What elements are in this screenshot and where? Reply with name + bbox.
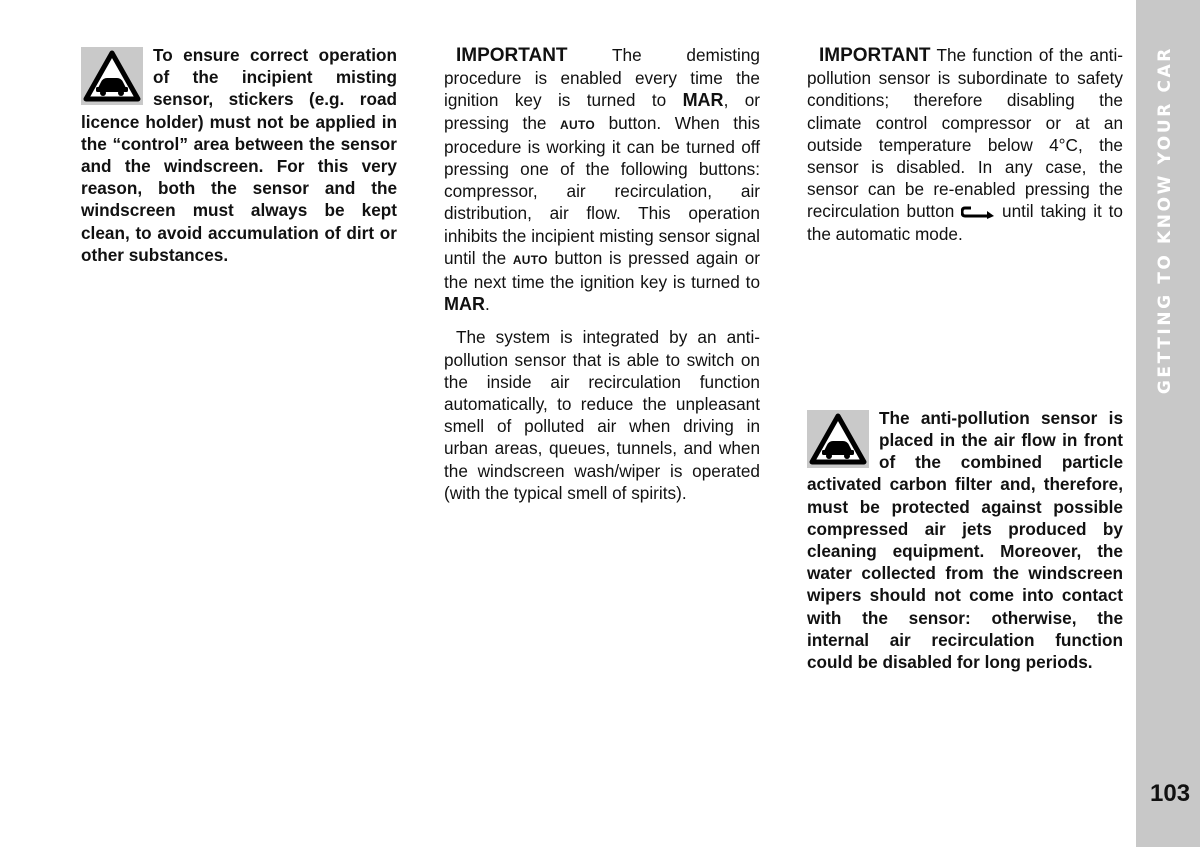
section-side-band	[1136, 0, 1200, 847]
text-segment: .	[485, 294, 490, 315]
car-warning-triangle-icon	[807, 410, 869, 468]
column-middle	[444, 44, 760, 504]
text-segment: button is pressed again or the next time the ignition key is turned to	[444, 247, 760, 293]
column-spacer	[807, 245, 1123, 407]
text-segment: The function of the anti-pollution sensor is subordinate to safety conditions; therefore disabling the climate control compressor or at an outside temperature below 4°C, the sensor is disabled. In any case, the sensor can be re-enabled pressing the recirculation button	[807, 45, 1123, 222]
important-label: IMPORTANT	[456, 45, 568, 66]
page-number: 103	[1150, 780, 1191, 807]
text-segment: button. When this procedure is working it can be turned off pressing one of the following buttons: compressor, air recirculation, air distribution, air flow. This operation inhibits the incipient misting sensor signal until the	[444, 112, 760, 268]
anti-pollution-sensor-paragraph: The system is integrated by an anti-pollution sensor that is able to switch on the inside air recirculation function automatically, to reduce the unpleasant smell of polluted air when driving in urban areas, queues, tunnels, and when the windscreen wash/wiper is operated (with the typical smell of spirits).	[444, 327, 760, 503]
mar-keyword: MAR	[444, 294, 485, 315]
important-demisting-paragraph	[444, 44, 760, 315]
car-warning-triangle-icon	[81, 47, 143, 105]
text-segment: until taking it to the automatic mode.	[807, 201, 1123, 244]
text-segment: , or pressing the	[444, 90, 760, 133]
column-right	[807, 44, 1123, 673]
mar-keyword: MAR	[682, 90, 724, 111]
section-title: GETTING TO KNOW YOUR CAR	[1155, 46, 1175, 395]
text-segment: The demisting procedure is enabled every time the ignition key is turned to	[444, 45, 760, 111]
warning-text-misting-sensor: To ensure correct operation of the incipient misting sensor, stickers (e.g. road licence holder) must not be applied in the “control” area between the sensor and the windscreen. For this very reason, both the sensor and the windscreen must always be kept clean, to avoid accumulation of dirt or other substances.	[81, 45, 397, 265]
column-left	[81, 44, 397, 266]
auto-keyword: AUTO	[560, 117, 596, 132]
warning-text-anti-pollution-sensor: The anti-pollution sensor is placed in the air flow in front of the combined particle activated carbon filter and, therefore, must be protected against possible compressed air jets produced by cleaning equipment. Moreover, the water collected from the windscreen wipers should not come into contact with the sensor: otherwise, the internal air recirculation function could be disabled for long periods.	[807, 407, 1123, 673]
air-recirculation-icon	[961, 205, 995, 219]
auto-keyword: AUTO	[512, 252, 548, 267]
important-label: IMPORTANT	[819, 45, 931, 66]
important-anti-pollution-paragraph	[807, 44, 1123, 245]
